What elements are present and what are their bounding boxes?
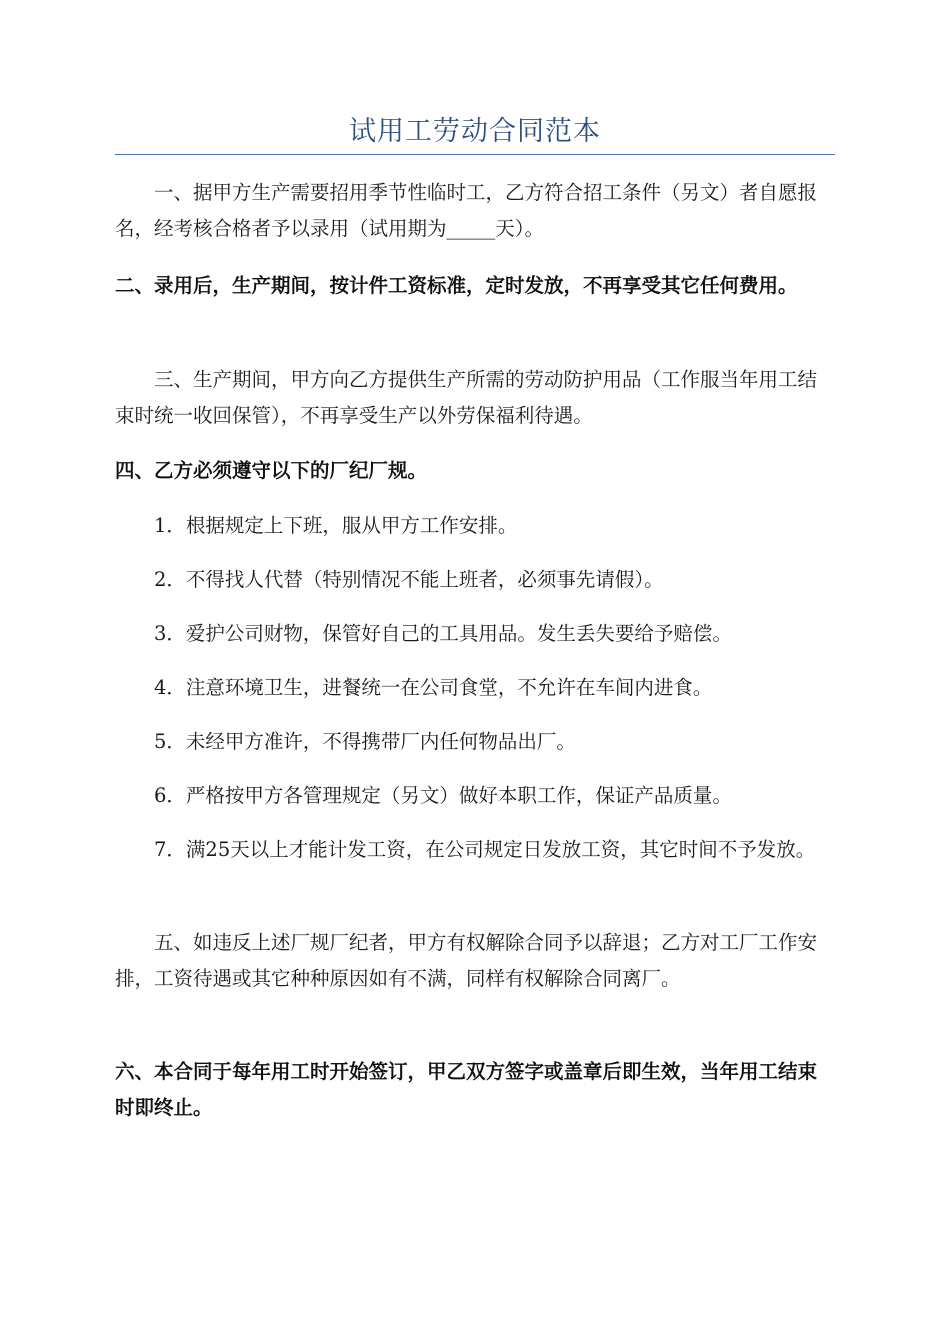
- rule-item-2: 2．不得找人代替（特别情况不能上班者，必须事先请假）。: [154, 568, 664, 591]
- rule-item-6: 6．严格按甲方各管理规定（另文）做好本职工作，保证产品质量。: [154, 784, 732, 807]
- clause-4: 四、乙方必须遵守以下的厂纪厂规。: [115, 459, 428, 482]
- rule-item-5: 5．未经甲方准许，不得携带厂内任何物品出厂。: [154, 730, 576, 753]
- clause-3: 三、生产期间，甲方向乙方提供生产所需的劳动防护用品（工作服当年用工结束时统一收回保管），不再享受生产以外劳保福利待遇。: [115, 368, 818, 427]
- clause-2: 二、录用后，生产期间，按计件工资标准，定时发放，不再享受其它任何费用。: [115, 274, 798, 297]
- rule-item-4: 4．注意环境卫生，进餐统一在公司食堂，不允许在车间内进食。: [154, 676, 713, 699]
- clause-1: 一、据甲方生产需要招用季节性临时工，乙方符合招工条件（另文）者自愿报名，经考核合格者予以录用（试用期为_____天）。: [115, 181, 818, 240]
- title-underline: [115, 154, 835, 155]
- rule-item-3: 3．爱护公司财物，保管好自己的工具用品。发生丢失要给予赔偿。: [154, 622, 732, 645]
- clause-6: 六、本合同于每年用工时开始签订，甲乙双方签字或盖章后即生效，当年用工结束时即终止。: [115, 1060, 818, 1119]
- rule-item-1: 1．根据规定上下班，服从甲方工作安排。: [154, 514, 518, 537]
- document-title: 试用工劳动合同范本: [349, 116, 601, 147]
- rule-item-7: 7．满25天以上才能计发工资，在公司规定日发放工资，其它时间不予发放。: [154, 838, 816, 861]
- clause-5: 五、如违反上述厂规厂纪者，甲方有权解除合同予以辞退；乙方对工厂工作安排，工资待遇或其它种种原因如有不满，同样有权解除合同离厂。: [115, 931, 818, 990]
